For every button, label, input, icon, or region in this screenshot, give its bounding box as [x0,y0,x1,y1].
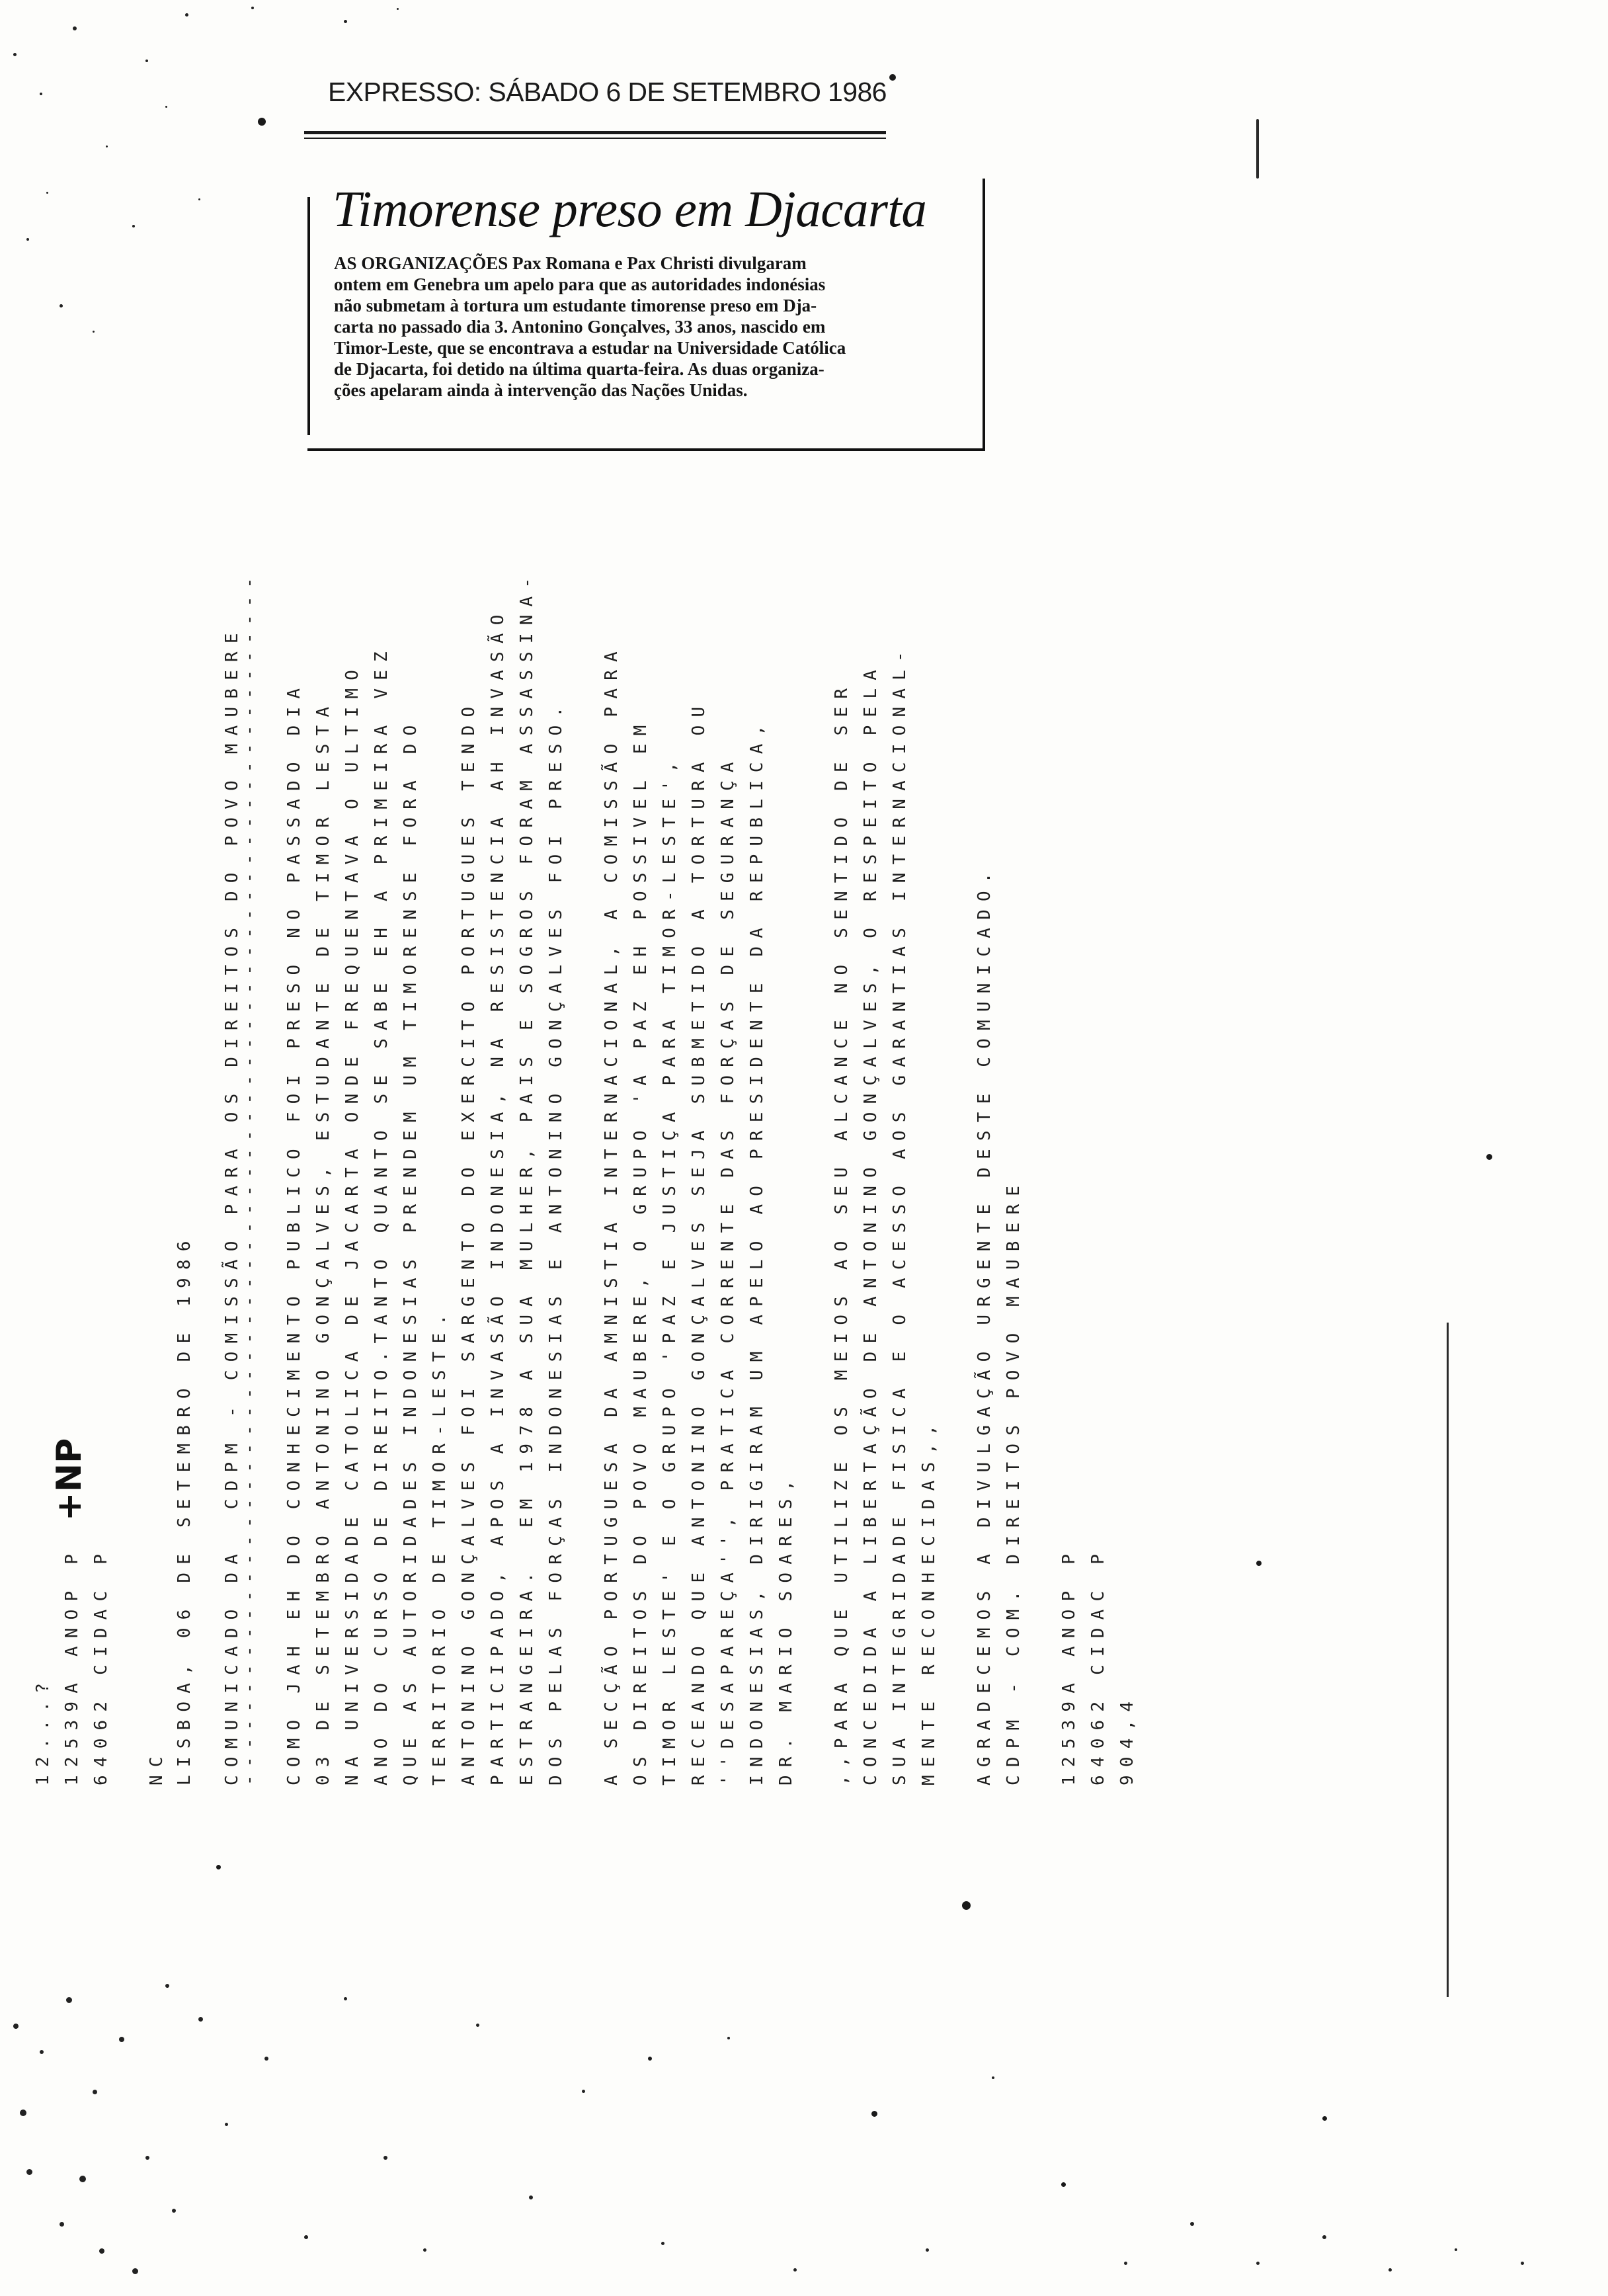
article-line: AS ORGANIZAÇÕES Pax Romana e Pax Christi divulgaram [334,253,807,273]
telex-line: ESTRANGEIRA. EM 1978 A SUA MULHER, PAIS E SOGROS FORAM ASSASSINA- [517,569,537,1785]
telex-line: MENTE RECONHECIDAS,, [919,1416,939,1785]
telex-header-line: 12539A ANOP P [62,1545,82,1785]
article-line: carta no passado dia 3. Antonino Gonçalves, 33 anos, nascido em [334,317,826,337]
telex-nc: NC [147,1748,167,1785]
telex-dateline: LISBOA, 06 DE SETEMBRO DE 1986 [175,1233,194,1785]
telex-title: COMUNICADO DA CDPM - COMISSÃO PARA OS DIREITOS DO POVO MAUBERE [222,625,242,1785]
telex-line: ''DESAPAREÇA'', PRATICA CORRENTE DAS FORÇAS DE SEGURANÇA [718,754,738,1785]
newspaper-dateline: EXPRESSO: SÁBADO 6 DE SETEMBRO 1986 [328,77,887,107]
telex-line: TIMOR LESTE' E O GRUPO 'PAZ E JUSTIÇA PARA TIMOR-LESTE', [660,754,680,1785]
telex-line: A SECÇÃO PORTUGUESA DA AMNISTIA INTERNACIONAL, A COMISSÃO PARA [602,643,622,1785]
telex-line: PARTICIPADO, APOS A INVASÃO INDONESIA, NA RESISTENCIA AH INVASÃO [488,606,508,1785]
telex-line: ,,PARA QUE UTILIZE OS MEIOS AO SEU ALCANCE NO SENTIDO DE SER [832,680,852,1785]
telex-footer-line: 904,4 [1117,1693,1137,1785]
article-line: ções apelaram ainda à intervenção das Nações Unidas. [334,380,748,400]
dateline-rule [304,131,886,134]
scan-edge-right [1447,1323,1449,1997]
article-body [334,253,1002,401]
dateline-rule-thin [304,138,886,139]
scan-speck [962,1901,971,1910]
telex-separator: ------------------------------------------------------------------ [239,569,259,1785]
newspaper-dateline-block [298,63,893,143]
telex-line: 03 DE SETEMBRO ANTONINO GONÇALVES, ESTUDANTE DE TIMOR LESTA [313,698,333,1785]
telex-closing: AGRADECEMOS A DIVULGAÇÃO URGENTE DESTE COMUNICADO. [975,864,994,1785]
telex-line: COMO JAH EH DO CONHECIMENTO PUBLICO FOI PRESO NO PASSADO DIA [284,680,304,1785]
telex-footer-line: 64062 CIDAC P [1088,1545,1108,1785]
scan-speck [216,1865,221,1869]
telex-line: INDONESIAS, DIRIGIRAM UM APELO AO PRESIDENTE DA REPUBLICA, [747,717,767,1785]
scan-speck [1486,1154,1492,1160]
telex-line: NA UNIVERSIDADE CATOLICA DE JACARTA ONDE FREQUENTAVA O ULTIMO [342,661,362,1785]
handwritten-note: +NP [50,1438,89,1521]
telex-footer-line: 12539A ANOP P [1059,1545,1079,1785]
article-line: Timor-Leste, que se encontrava a estudar na Universidade Católica [334,338,846,358]
telex-closing: CDPM - COM. DIREITOS POVO MAUBERE [1004,1177,1024,1785]
article-line: não submetam à tortura um estudante timorense preso em Dja- [334,296,817,315]
telex-header-line: 64062 CIDAC P [91,1545,111,1785]
telex-line: ANO DO CURSO DE DIREITO.TANTO QUANTO SE SABE EH A PRIMEIRA VEZ [372,643,391,1785]
article-headline: Timorense preso em Djacarta [333,181,927,237]
telex-header-line: 12...? [33,1674,53,1785]
telex-line: TERRITORIO DE TIMOR-LESTE. [430,1306,450,1785]
telex-line: ANTONINO GONÇALVES FOI SARGENTO DO EXERCITO PORTUGUES TENDO [459,698,479,1785]
article-line: ontem em Genebra um apelo para que as autoridades indonésias [334,274,826,294]
telex-line: DOS PELAS FORÇAS INDONESIAS E ANTONINO GONÇALVES FOI PRESO. [546,698,566,1785]
scan-edge-mark [1256,119,1259,179]
scan-noise-bottom [0,1957,1608,2296]
telex-line: RECEANDO QUE ANTONINO GONÇALVES SEJA SUBMETIDO A TORTURA OU [689,698,709,1785]
telex-line: OS DIREITOS DO POVO MAUBERE, O GRUPO 'A PAZ EH POSSIVEL EM [631,717,651,1785]
telex-line: QUE AS AUTORIDADES INDONESIAS PRENDEM UM TIMORENSE FORA DO [401,717,421,1785]
article-line: de Djacarta, foi detido na última quarta-feira. As duas organiza- [334,359,824,379]
telex-line: SUA INTEGRIDADE FISICA E O ACESSO AOS GARANTIAS INTERNACIONAL- [890,643,910,1785]
telex-line: CONCEDIDA A LIBERTAÇÃO DE ANTONINO GONÇALVES, O RESPEITO PELA [861,661,881,1785]
telex-line: DR. MARIO SOARES, [776,1472,796,1785]
